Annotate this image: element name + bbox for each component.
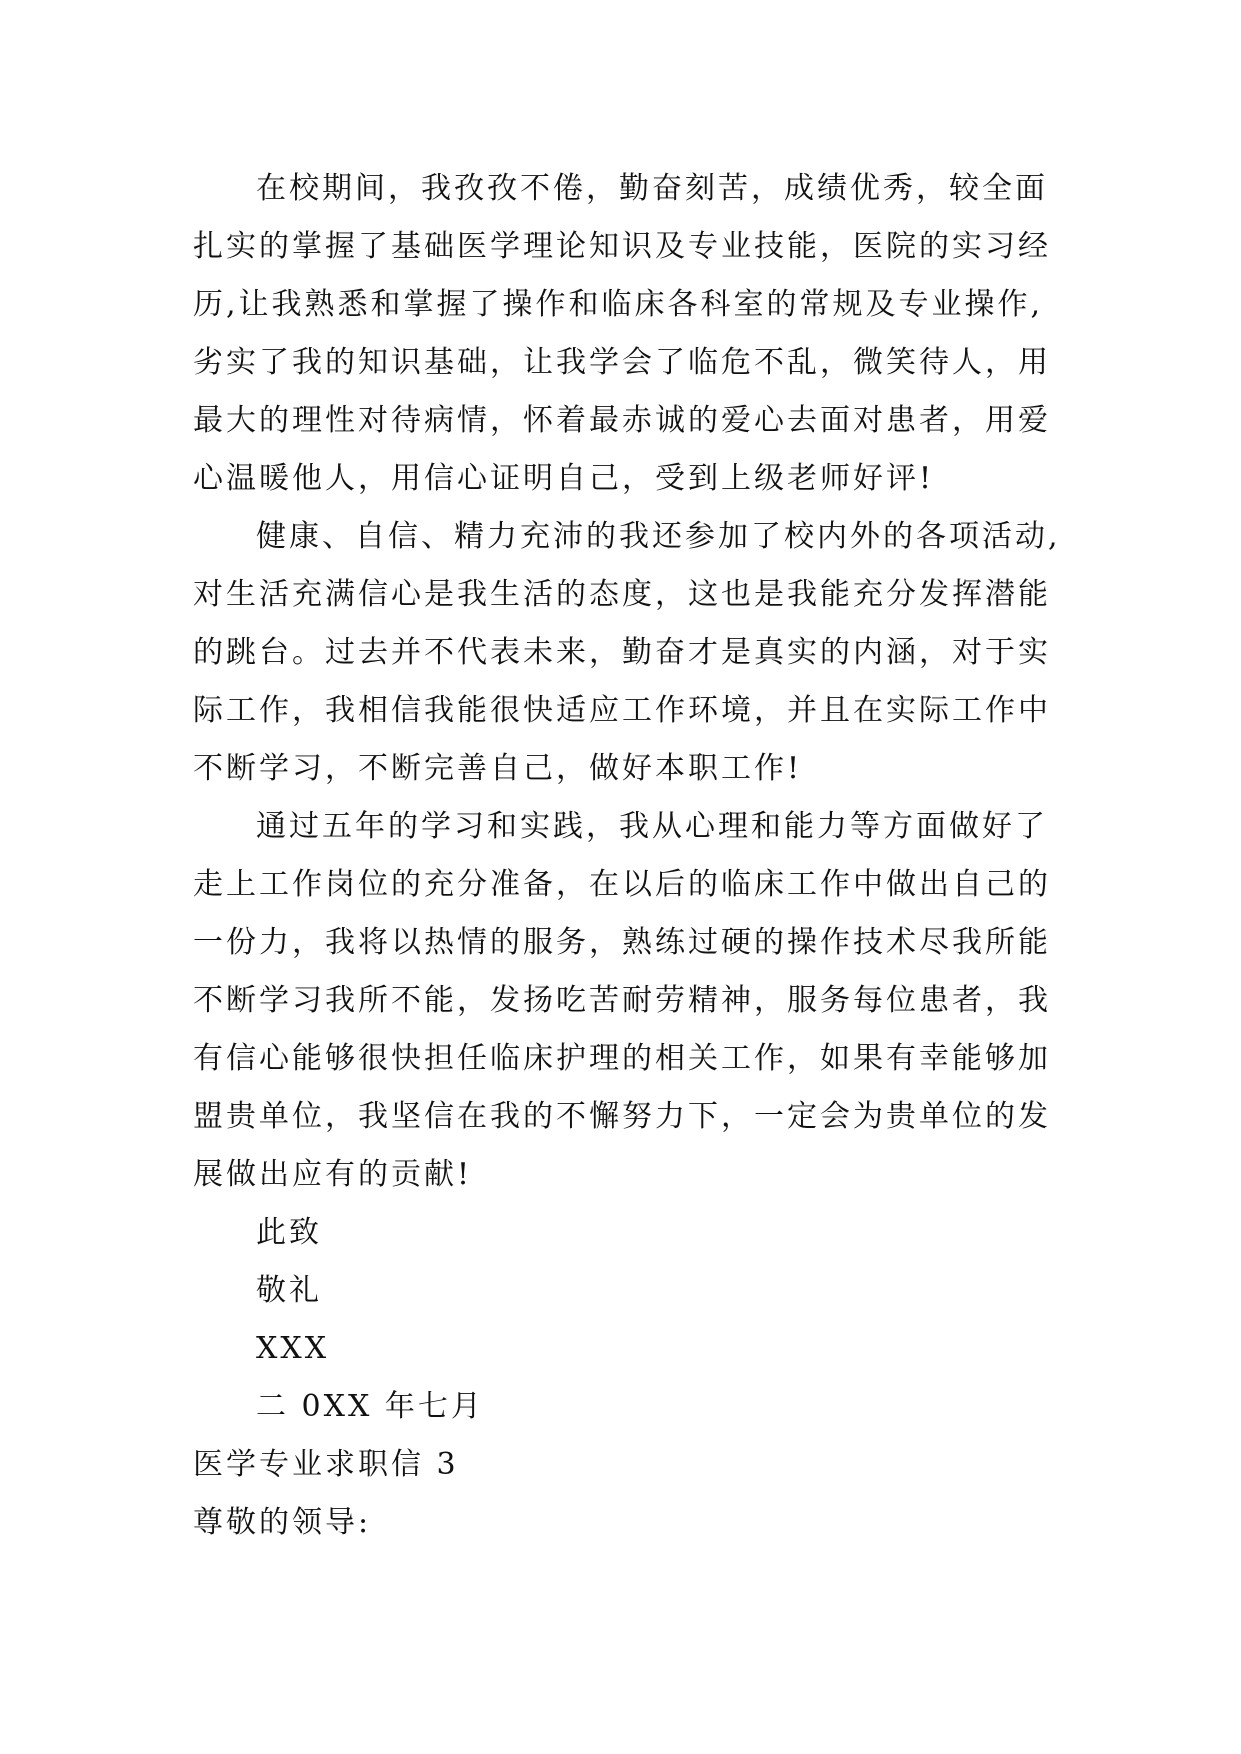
text-line: 最大的理性对待病情，怀着最赤诚的爱心去面对患者，用爱 bbox=[193, 403, 1051, 438]
text-line: 对生活充满信心是我生活的态度，这也是我能充分发挥潜能 bbox=[193, 577, 1051, 612]
text-line: 历,让我熟悉和掌握了操作和临床各科室的常规及专业操作, bbox=[193, 287, 1044, 322]
text-line: 扎实的掌握了基础医学理论知识及专业技能，医院的实习经 bbox=[193, 229, 1051, 264]
text-line: 在校期间，我孜孜不倦，勤奋刻苦，成绩优秀，较全面 bbox=[256, 171, 1048, 206]
text-line: 际工作，我相信我能很快适应工作环境，并且在实际工作中 bbox=[193, 693, 1051, 728]
text-line: 的跳台。过去并不代表未来，勤奋才是真实的内涵，对于实 bbox=[193, 635, 1051, 670]
text-line: 一份力，我将以热情的服务，熟练过硬的操作技术尽我所能 bbox=[193, 925, 1051, 960]
letter-greeting: 尊敬的领导: bbox=[193, 1505, 372, 1540]
signature-name: XXX bbox=[256, 1331, 330, 1366]
section-heading: 医学专业求职信 3 bbox=[193, 1447, 459, 1482]
closing-salutation: 此致 bbox=[256, 1215, 322, 1250]
text-line: 盟贵单位，我坚信在我的不懈努力下，一定会为贵单位的发 bbox=[193, 1099, 1051, 1134]
text-line: 健康、自信、精力充沛的我还参加了校内外的各项活动, bbox=[256, 519, 1061, 554]
text-line: 不断学习我所不能，发扬吃苦耐劳精神，服务每位患者，我 bbox=[193, 983, 1051, 1018]
text-line: 不断学习，不断完善自己，做好本职工作! bbox=[193, 751, 803, 786]
text-line: 通过五年的学习和实践，我从心理和能力等方面做好了 bbox=[256, 809, 1048, 844]
letter-body bbox=[193, 160, 1073, 1552]
text-line: 走上工作岗位的充分准备，在以后的临床工作中做出自己的 bbox=[193, 867, 1051, 902]
closing-regards: 敬礼 bbox=[256, 1273, 322, 1308]
signature-date: 二 0XX 年七月 bbox=[256, 1389, 484, 1424]
text-line: 有信心能够很快担任临床护理的相关工作，如果有幸能够加 bbox=[193, 1041, 1051, 1076]
text-line: 劣实了我的知识基础，让我学会了临危不乱，微笑待人，用 bbox=[193, 345, 1051, 380]
text-line: 心温暖他人，用信心证明自己，受到上级老师好评! bbox=[193, 461, 935, 496]
text-line: 展做出应有的贡献! bbox=[193, 1157, 473, 1192]
